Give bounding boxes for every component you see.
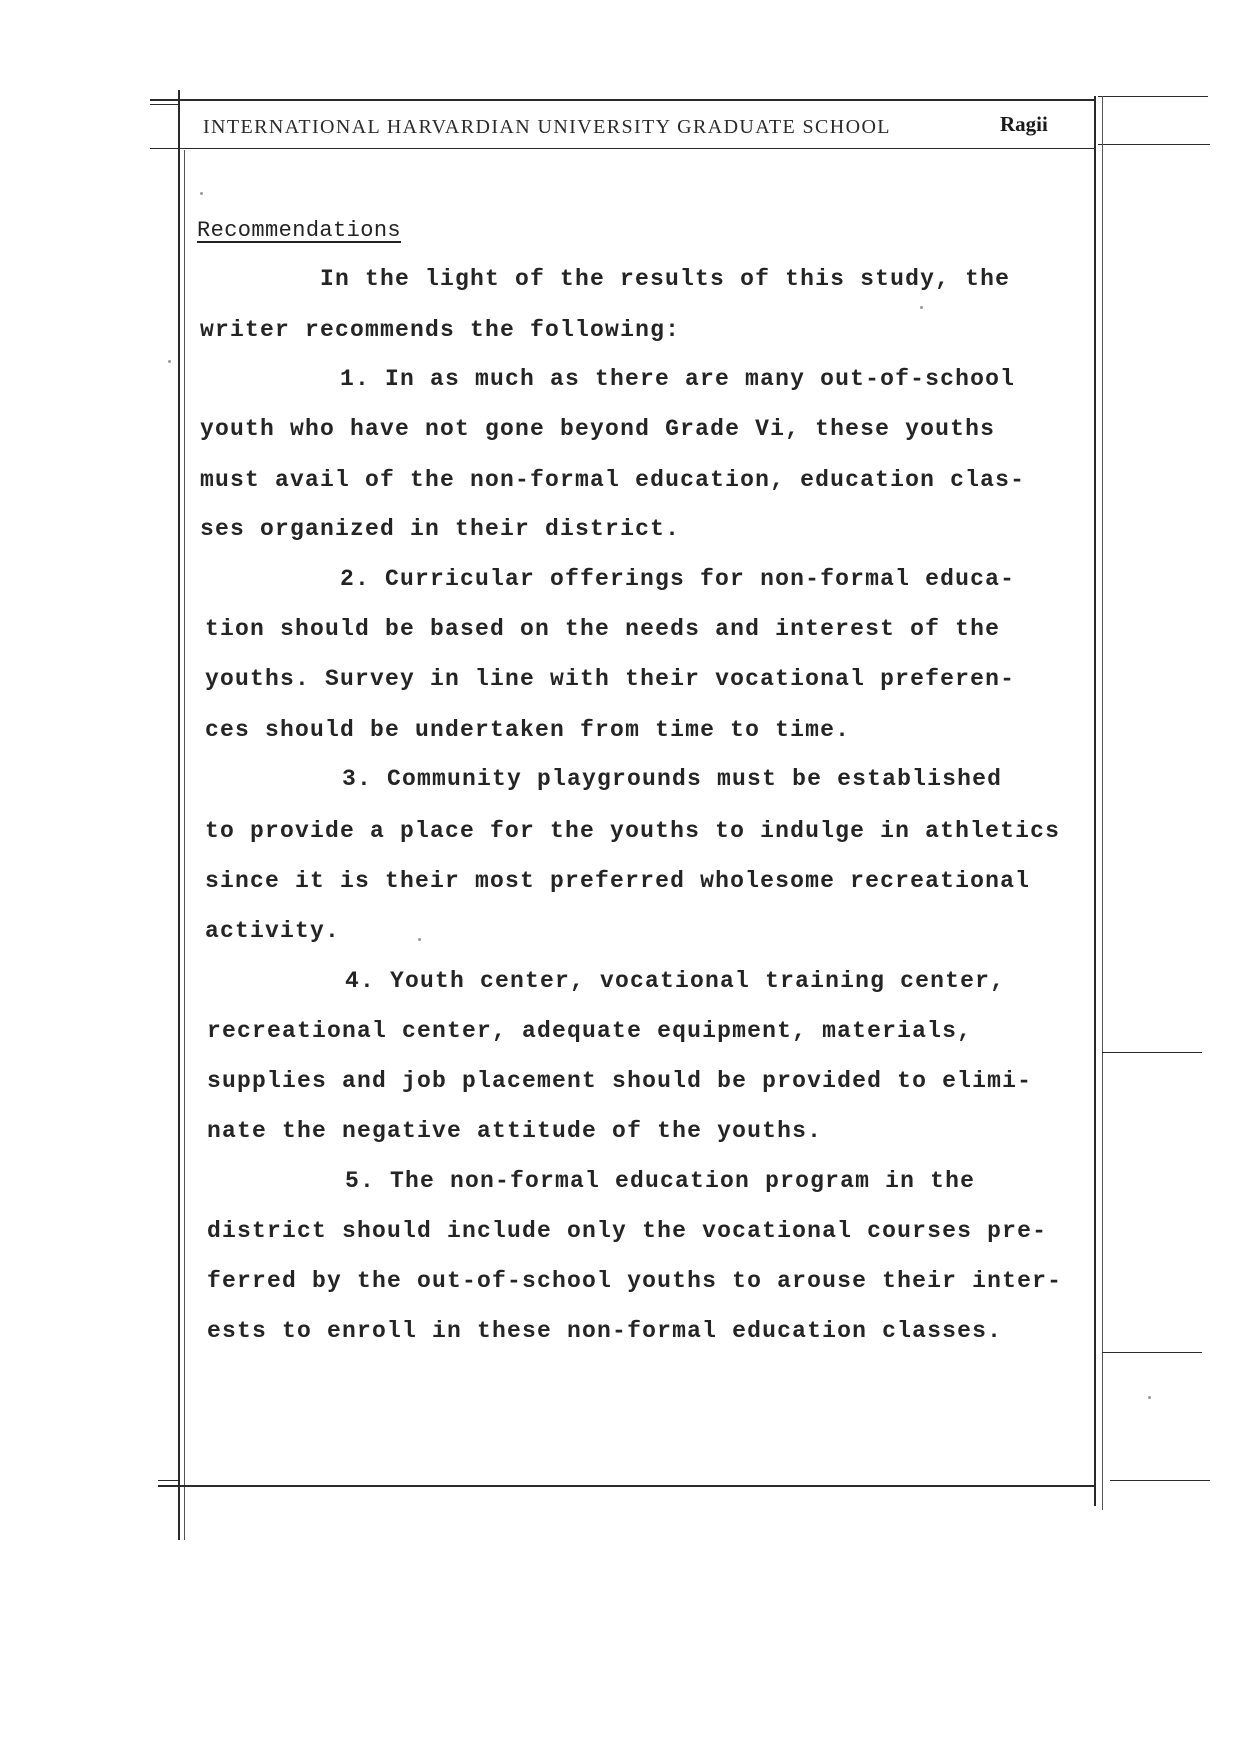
text-line: ests to enroll in these non-formal education classes. [207, 1318, 1003, 1344]
right-tick-1 [1102, 1052, 1202, 1053]
left-tick-bottom [158, 1480, 180, 1481]
scan-speck [920, 306, 923, 309]
bottom-border-extension [1110, 1480, 1210, 1481]
text-line: 4. Youth center, vocational training center, [345, 968, 1006, 994]
text-line: ferred by the out-of-school youths to arouse their inter- [207, 1268, 1063, 1294]
scan-speck [168, 360, 171, 363]
left-margin-line [178, 90, 180, 1540]
text-line: 5. The non-formal education program in the [345, 1168, 976, 1194]
text-line: 1. In as much as there are many out-of-school [340, 366, 1016, 392]
scan-speck [200, 192, 203, 195]
text-line: recreational center, adequate equipment, materials, [207, 1018, 973, 1044]
bottom-border [158, 1485, 1095, 1487]
text-line: activity. [205, 918, 341, 944]
scan-speck [418, 938, 421, 941]
text-line: supplies and job placement should be provided to elimi- [207, 1068, 1033, 1094]
text-line: ces should be undertaken from time to time. [205, 717, 851, 743]
text-line: youth who have not gone beyond Grade Vi, these youths [200, 416, 996, 442]
header-divider [150, 148, 1095, 149]
header-divider-extension [1098, 144, 1210, 145]
text-line: tion should be based on the needs and interest of the [205, 616, 1001, 642]
text-line: 3. Community playgrounds must be established [342, 766, 1003, 792]
text-line: to provide a place for the youths to indulge in athletics [205, 818, 1061, 844]
text-line: since it is their most preferred wholesome recreational [205, 868, 1031, 894]
right-margin-line [1094, 96, 1096, 1506]
text-line: nate the negative attitude of the youths. [207, 1118, 823, 1144]
right-margin-line-outer [1102, 96, 1103, 1510]
text-line: writer recommends the following: [200, 317, 681, 343]
left-tick-top [150, 104, 180, 105]
text-line: 2. Curricular offerings for non-formal educa- [340, 566, 1016, 592]
institution-header: INTERNATIONAL HARVARDIAN UNIVERSITY GRADUATE SCHOOL [203, 116, 891, 138]
scan-speck [1148, 1396, 1151, 1399]
text-line: ses organized in their district. [200, 516, 681, 542]
page-number: Ragii [1000, 112, 1048, 136]
text-line: must avail of the non-formal education, education clas- [200, 467, 1026, 493]
text-line: youths. Survey in line with their vocational preferen- [205, 666, 1016, 692]
top-border-extension [1098, 96, 1208, 97]
left-margin-line-inner [184, 150, 185, 1540]
text-line: In the light of the results of this study, the [320, 266, 1011, 292]
section-heading: Recommendations [197, 218, 402, 243]
right-tick-2 [1102, 1352, 1202, 1353]
top-border [150, 99, 1095, 101]
text-line: district should include only the vocational courses pre- [207, 1218, 1048, 1244]
